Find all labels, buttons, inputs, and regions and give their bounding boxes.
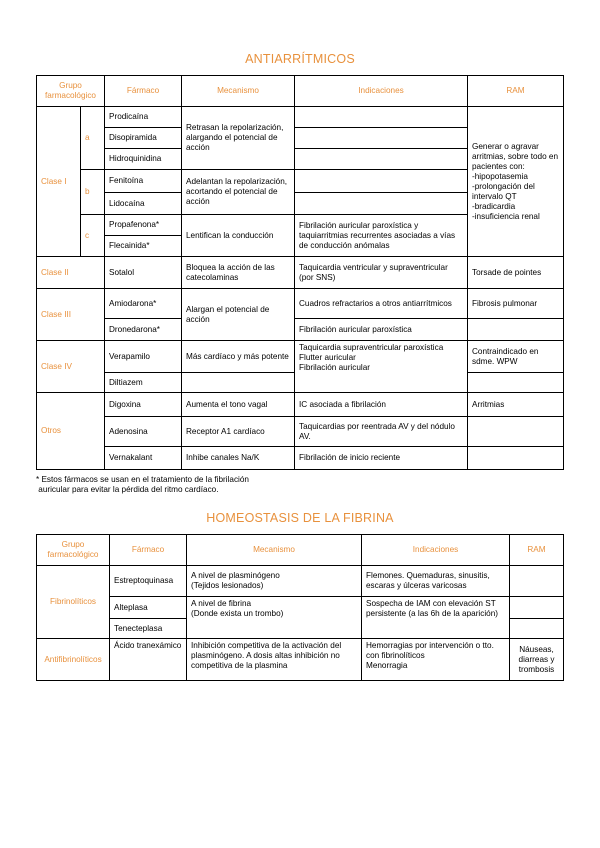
drug-diltiazem: Diltiazem — [105, 373, 182, 393]
ram-class2: Torsade de pointes — [468, 257, 564, 289]
ram-acido-tranexamico: Náuseas, diarreas y trombosis — [510, 639, 564, 681]
ram-vernakalant — [468, 447, 564, 470]
mech-class1b: Adelantan la repolarización, acortando el potencial de acción — [182, 170, 295, 215]
mech-acido-tranexamico: Inhibición competitiva de la activación del plasminógeno. A dosis altas inhibición no competitiva de la plasmina — [187, 639, 362, 681]
ind-empty — [295, 128, 468, 149]
ram-class4: Contraindicado en sdme. WPW — [468, 341, 564, 373]
ram-empty — [510, 566, 564, 597]
ind-class3-2: Fibrilación auricular paroxística — [295, 319, 468, 341]
mech-class3: Alargan el potencial de acción — [182, 289, 295, 341]
drug-adenosina: Adenosina — [105, 417, 182, 447]
ind-adenosina: Taquicardias por reentrada AV y del nódulo AV. — [295, 417, 468, 447]
fibrina-table — [36, 534, 564, 681]
ram-class3: Fibrosis pulmonar — [468, 289, 564, 319]
group-fibrinoliticos: Fibrinolíticos — [37, 566, 110, 639]
mech-alteplasa-tenecteplasa: A nivel de fibrina (Donde exista un trombo) — [187, 597, 362, 639]
drug-vernakalant: Vernakalant — [105, 447, 182, 470]
ind-class1c: Fibrilación auricular paroxística y taquiarritmias recurrentes asociadas a vías de conducción anómalas — [295, 215, 468, 257]
header-mecanismo: Mecanismo — [182, 76, 295, 107]
header-row — [37, 535, 564, 566]
antiarritmicos-table — [36, 75, 564, 470]
drug-alteplasa: Alteplasa — [110, 597, 187, 619]
subgroup-b: b — [81, 170, 105, 215]
drug-lidocaina: Lidocaína — [105, 193, 182, 215]
group-antifibrinoliticos: Antifibrinolíticos — [37, 639, 110, 681]
group-otros: Otros — [37, 393, 105, 470]
drug-estreptoquinasa: Estreptoquinasa — [110, 566, 187, 597]
drug-dronedarona: Dronedarona* — [105, 319, 182, 341]
ram-empty — [510, 597, 564, 619]
mech-class4: Más cardíaco y más potente — [182, 341, 295, 373]
header-indicaciones: Indicaciones — [295, 76, 468, 107]
drug-prodicaina: Prodicaína — [105, 107, 182, 128]
ind-empty — [295, 149, 468, 170]
mech-adenosina: Receptor A1 cardíaco — [182, 417, 295, 447]
antiarritmicos-footnote: * Estos fármacos se usan en el tratamiento de la fibrilación auricular para evitar la pérdida del ritmo cardíaco. — [36, 475, 249, 495]
drug-flecainida: Flecainida* — [105, 236, 182, 257]
mech-vernakalant: Inhibe canales Na/K — [182, 447, 295, 470]
mech-class1c: Lentifican la conducción — [182, 215, 295, 257]
drug-hidroquinidina: Hidroquinidina — [105, 149, 182, 170]
drug-propafenona: Propafenona* — [105, 215, 182, 236]
drug-fenitoina: Fenitoína — [105, 170, 182, 193]
ind-alteplasa-tenecteplasa: Sospecha de IAM con elevación ST persistente (a las 6h de la aparición) — [362, 597, 510, 639]
mech-digoxina: Aumenta el tono vagal — [182, 393, 295, 417]
ram-empty — [468, 319, 564, 341]
mech-class1a: Retrasan la repolarización, alargando el potencial de acción — [182, 107, 295, 170]
mech-empty — [182, 373, 295, 393]
ind-class2: Taquicardia ventricular y supraventricular (por SNS) — [295, 257, 468, 289]
header-grupo: Grupo farmacológico — [37, 76, 105, 107]
ind-class4: Taquicardia supraventricular paroxística Flutter auricular Fibrilación auricular — [295, 341, 468, 393]
ind-vernakalant: Fibrilación de inicio reciente — [295, 447, 468, 470]
fibrina-title: HOMEOSTASIS DE LA FIBRINA — [206, 511, 394, 525]
mech-class2: Bloquea la acción de las catecolaminas — [182, 257, 295, 289]
drug-sotalol: Sotalol — [105, 257, 182, 289]
drug-verapamilo: Verapamilo — [105, 341, 182, 373]
drug-acido-tranexamico: Ácido tranexámico — [110, 639, 187, 681]
ram-adenosina — [468, 417, 564, 447]
header-indicaciones: Indicaciones — [362, 535, 510, 566]
drug-tenecteplasa: Tenecteplasa — [110, 619, 187, 639]
header-grupo: Grupo farmacológico — [37, 535, 110, 566]
subgroup-a: a — [81, 107, 105, 170]
ram-class1: Generar o agravar arritmias, sobre todo en pacientes con: -hipopotasemia -prolongación del intervalo QT -bradicardia -insuficiencia renal — [468, 107, 564, 257]
header-ram: RAM — [468, 76, 564, 107]
mech-estreptoquinasa: A nivel de plasminógeno (Tejidos lesionados) — [187, 566, 362, 597]
header-farmaco: Fármaco — [105, 76, 182, 107]
subgroup-c: c — [81, 215, 105, 257]
ind-empty — [295, 107, 468, 128]
ind-acido-tranexamico: Hemorragias por intervención o tto. con fibrinolíticos Menorragia — [362, 639, 510, 681]
ram-empty — [468, 373, 564, 393]
ind-empty — [295, 170, 468, 193]
ind-digoxina: IC asociada a fibrilación — [295, 393, 468, 417]
group-clase-3: Clase III — [37, 289, 105, 341]
drug-digoxina: Digoxina — [105, 393, 182, 417]
header-row — [37, 76, 564, 107]
ind-estreptoquinasa: Flemones. Quemaduras, sinusitis, escaras y úlceras varicosas — [362, 566, 510, 597]
antiarritmicos-title: ANTIARRÍTMICOS — [245, 52, 355, 66]
header-farmaco: Fármaco — [110, 535, 187, 566]
group-clase-4: Clase IV — [37, 341, 105, 393]
group-clase-2: Clase II — [37, 257, 105, 289]
ram-empty — [510, 619, 564, 639]
ram-digoxina: Arritmias — [468, 393, 564, 417]
ind-class3-1: Cuadros refractarios a otros antiarrítmicos — [295, 289, 468, 319]
group-clase-1: Clase I — [37, 107, 81, 257]
header-mecanismo: Mecanismo — [187, 535, 362, 566]
header-ram: RAM — [510, 535, 564, 566]
drug-disopiramida: Disopiramida — [105, 128, 182, 149]
drug-amiodarona: Amiodarona* — [105, 289, 182, 319]
ind-empty — [295, 193, 468, 215]
